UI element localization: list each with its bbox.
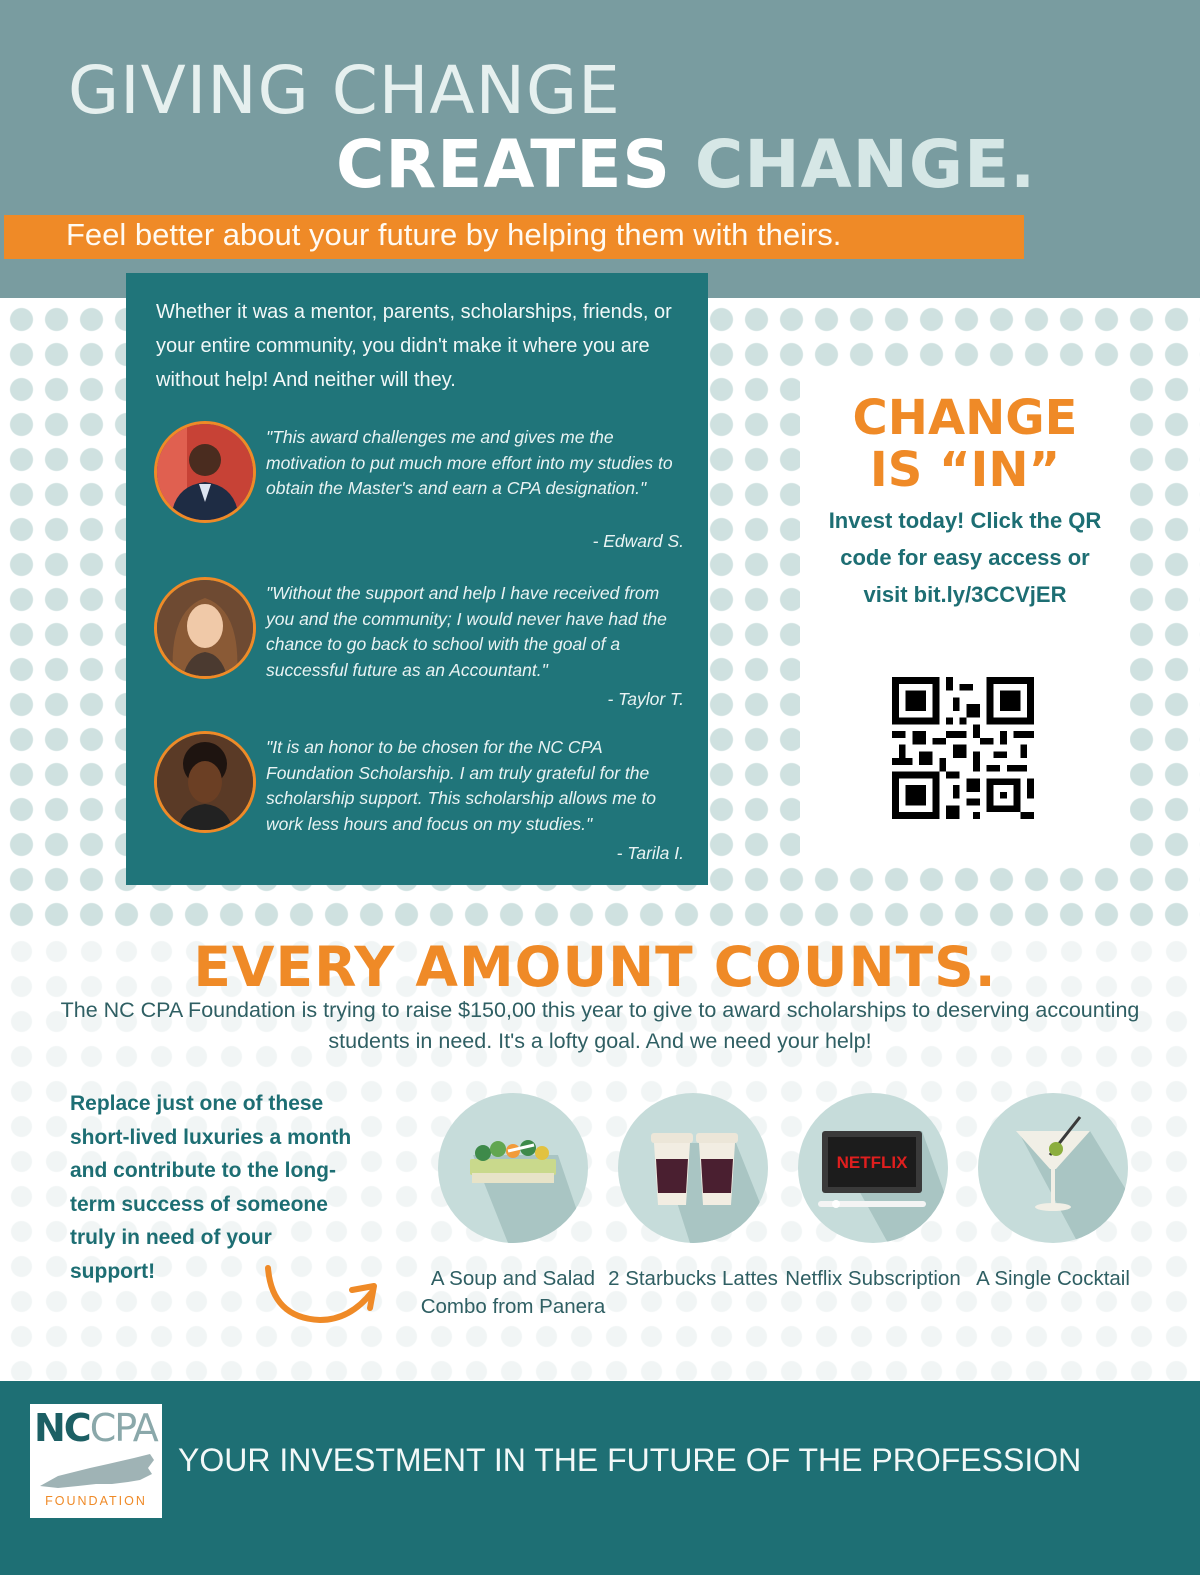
- footer-tagline: YOUR INVESTMENT IN THE FUTURE OF THE PROFESSION: [178, 1442, 1082, 1478]
- testimonial-item: [154, 577, 684, 707]
- nccpa-foundation-logo: [30, 1404, 162, 1518]
- testimonial-author: - Edward S.: [592, 531, 684, 551]
- cta-panel: [800, 370, 1130, 860]
- testimonial-author: - Taylor T.: [607, 689, 684, 709]
- north-carolina-map-icon: [38, 1450, 156, 1490]
- cta-heading-line-1: CHANGE: [852, 390, 1078, 446]
- avatar: [154, 577, 256, 679]
- netflix-screen-text: NETFLIX: [836, 1153, 908, 1172]
- coffee-cups-icon: [618, 1093, 768, 1243]
- testimonial-item: [154, 731, 684, 861]
- netflix-laptop-icon: [798, 1093, 948, 1243]
- luxury-label: A Soup and Salad Combo from Panera: [420, 1267, 606, 1318]
- avatar: [154, 731, 256, 833]
- replace-luxury-text: Replace just one of these short-lived luxuries a month and contribute to the long-term success of someone truly in need of your support!: [70, 1092, 352, 1283]
- cta-heading-line-2: IS “IN”: [869, 442, 1061, 498]
- logo-wordmark: NCCPA: [34, 1406, 157, 1450]
- soup-salad-icon: [438, 1093, 588, 1243]
- testimonial-intro: Whether it was a mentor, parents, scholarships, friends, or your entire community, you didn't make it where you are without help! And neither will they.: [156, 301, 672, 391]
- avatar: [154, 421, 256, 523]
- tagline: Feel better about your future by helping them with theirs.: [66, 217, 842, 252]
- cta-text: Invest today! Click the QR code for easy access or visit bit.ly/3CCVjER: [828, 508, 1102, 607]
- title-word-creates: CREATES: [336, 126, 671, 203]
- title-line-2: [336, 126, 1036, 203]
- title-word-change: CHANGE.: [694, 126, 1037, 203]
- testimonial-quote: "This award challenges me and gives me the motivation to put much more effort into my studies to obtain the Master's and earn a CPA designation.": [266, 427, 673, 498]
- qr-code-icon[interactable]: [892, 677, 1034, 819]
- amount-title: EVERY AMOUNT COUNTS.: [193, 935, 997, 999]
- cta-heading: [800, 392, 1130, 496]
- testimonial-quote: "It is an honor to be chosen for the NC CPA Foundation Scholarship. I am truly grateful for the scholarship support. This scholarship allows me to work less hours and focus on my studies.": [266, 737, 657, 834]
- testimonial-quote: "Without the support and help I have received from you and the community; I would never have had the chance to go back to school with the goal of a successful future as an Accountant.": [266, 583, 667, 680]
- testimonial-author: - Tarila I.: [616, 843, 684, 863]
- luxury-label: A Single Cocktail: [976, 1267, 1130, 1290]
- luxury-label: Netflix Subscription: [785, 1267, 961, 1290]
- testimonial-item: [154, 421, 684, 551]
- title-line-1: GIVING CHANGE: [68, 52, 621, 129]
- luxury-label: 2 Starbucks Lattes: [608, 1267, 778, 1290]
- testimonial-panel: [126, 273, 708, 885]
- logo-foundation-text: FOUNDATION: [45, 1494, 147, 1508]
- cocktail-icon: [978, 1093, 1128, 1243]
- arrow-icon: [258, 1262, 383, 1332]
- amount-description: The NC CPA Foundation is trying to raise $150,00 this year to give to award scholarships to deserving accounting students in need. It's a lofty goal. And we need your help!: [60, 998, 1140, 1053]
